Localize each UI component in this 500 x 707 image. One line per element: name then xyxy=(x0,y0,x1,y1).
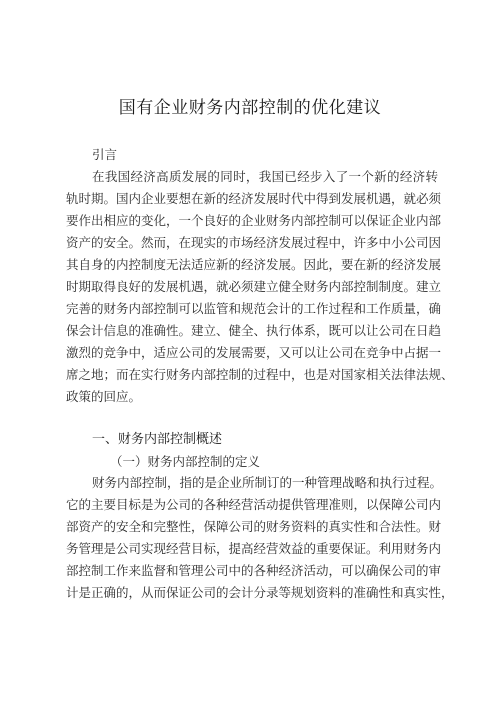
paragraph-line: 它的主要目标是为公司的各种经营活动提供管理准则，以保障公司内 xyxy=(66,497,442,512)
intro-paragraph xyxy=(66,166,454,408)
intro-label xyxy=(92,144,152,166)
document-title: 国有企业财务内部控制的优化建议 xyxy=(118,98,382,118)
paragraph-line: 财务内部控制，指的是企业所制订的一种管理战略和执行过程。 xyxy=(92,475,443,490)
paragraph-line: 计是正确的，从而保证公司的会计分录等规划资料的准确性和真实性， xyxy=(66,585,454,600)
paragraph-line: 资产的安全。然而，在现实的市场经济发展过程中，许多中小公司因 xyxy=(66,235,442,250)
paragraph-line: 激烈的竞争中，适应公司的发展需要，又可以让公司在竞争中占据一 xyxy=(66,345,442,360)
paragraph-line: 要作出相应的变化，一个良好的企业财务内部控制可以保证企业内部 xyxy=(66,213,442,228)
paragraph-line: 完善的财务内部控制可以监管和规范会计的工作过程和工作质量，确 xyxy=(66,301,442,316)
subsection-heading: （一）财务内部控制的定义 xyxy=(110,454,261,469)
paragraph-line: 保会计信息的准确性。建立、健全、执行体系，既可以让公司在日趋 xyxy=(66,323,442,338)
paragraph-line: 时期取得良好的发展机遇，就必须建立健全财务内部控制制度。建立 xyxy=(66,279,442,294)
paragraph-line: 在我国经济高质发展的同时，我国已经步入了一个新的经济转 xyxy=(92,169,438,184)
paragraph-line: 部控制工作来监督和管理公司中的各种经济活动，可以确保公司的审 xyxy=(66,563,442,578)
paragraph-line: 政策的回应。 xyxy=(66,389,142,404)
paragraph-line: 其自身的内控制度无法适应新的经济发展。因此，要在新的经济发展 xyxy=(66,257,442,272)
paragraph-line: 轨时期。国内企业要想在新的经济发展时代中得到发展机遇，就必须 xyxy=(66,191,442,206)
intro-label-text: 引言 xyxy=(92,147,118,162)
paragraph-line: 务管理是公司实现经营目标，提高经营效益的重要保证。利用财务内 xyxy=(66,541,442,556)
section-heading: 一、财务内部控制概述 xyxy=(92,432,223,447)
paragraph-line: 部资产的安全和完整性，保障公司的财务资料的真实性和合法性。财 xyxy=(66,519,442,534)
paragraph-line: 席之地；而在实行财务内部控制的过程中，也是对国家相关法律法规、 xyxy=(66,367,454,382)
definition-paragraph xyxy=(66,472,454,604)
